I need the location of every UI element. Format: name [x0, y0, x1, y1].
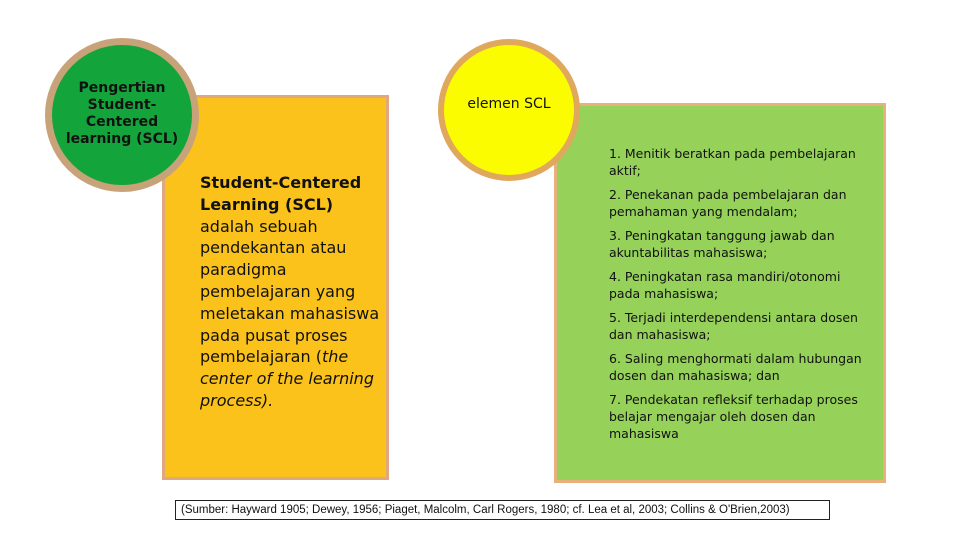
element-item: 7. Pendekatan refleksif terhadap proses belajar mengajar oleh dosen dan mahasiswa — [609, 392, 858, 441]
definition-end: ). — [261, 390, 274, 410]
element-item: 1. Menitik beratkan pada pembelajaran aktif; — [609, 146, 856, 178]
definition-circle-label: Pengertian Student-Centered learning (SCL) — [65, 80, 179, 147]
elements-circle-label: elemen SCL — [467, 96, 551, 112]
definition-text — [200, 172, 386, 412]
source-citation: (Sumber: Hayward 1905; Dewey, 1956; Piaget, Malcolm, Carl Rogers, 1980; cf. Lea et al, 2003; Collins & O'Brien,2003) — [175, 500, 830, 520]
element-item: 2. Penekanan pada pembelajaran dan pemahaman yang mendalam; — [609, 187, 847, 219]
definition-english: the center of the learning process — [200, 347, 374, 410]
definition-term: Student-Centered Learning (SCL) — [200, 173, 362, 214]
elements-list — [609, 145, 874, 441]
element-item: 3. Peningkatan tanggung jawab dan akuntabilitas mahasiswa; — [609, 228, 835, 260]
element-item: 5. Terjadi interdependensi antara dosen dan mahasiswa; — [609, 310, 858, 342]
definition-body: adalah sebuah pendekantan atau paradigma pembelajaran yang meletakan mahasiswa pada pusat proses pembelajaran ( — [200, 216, 380, 367]
element-item: 4. Peningkatan rasa mandiri/otonomi pada mahasiswa; — [609, 269, 841, 301]
element-item: 6. Saling menghormati dalam hubungan dosen dan mahasiswa; dan — [609, 351, 862, 383]
